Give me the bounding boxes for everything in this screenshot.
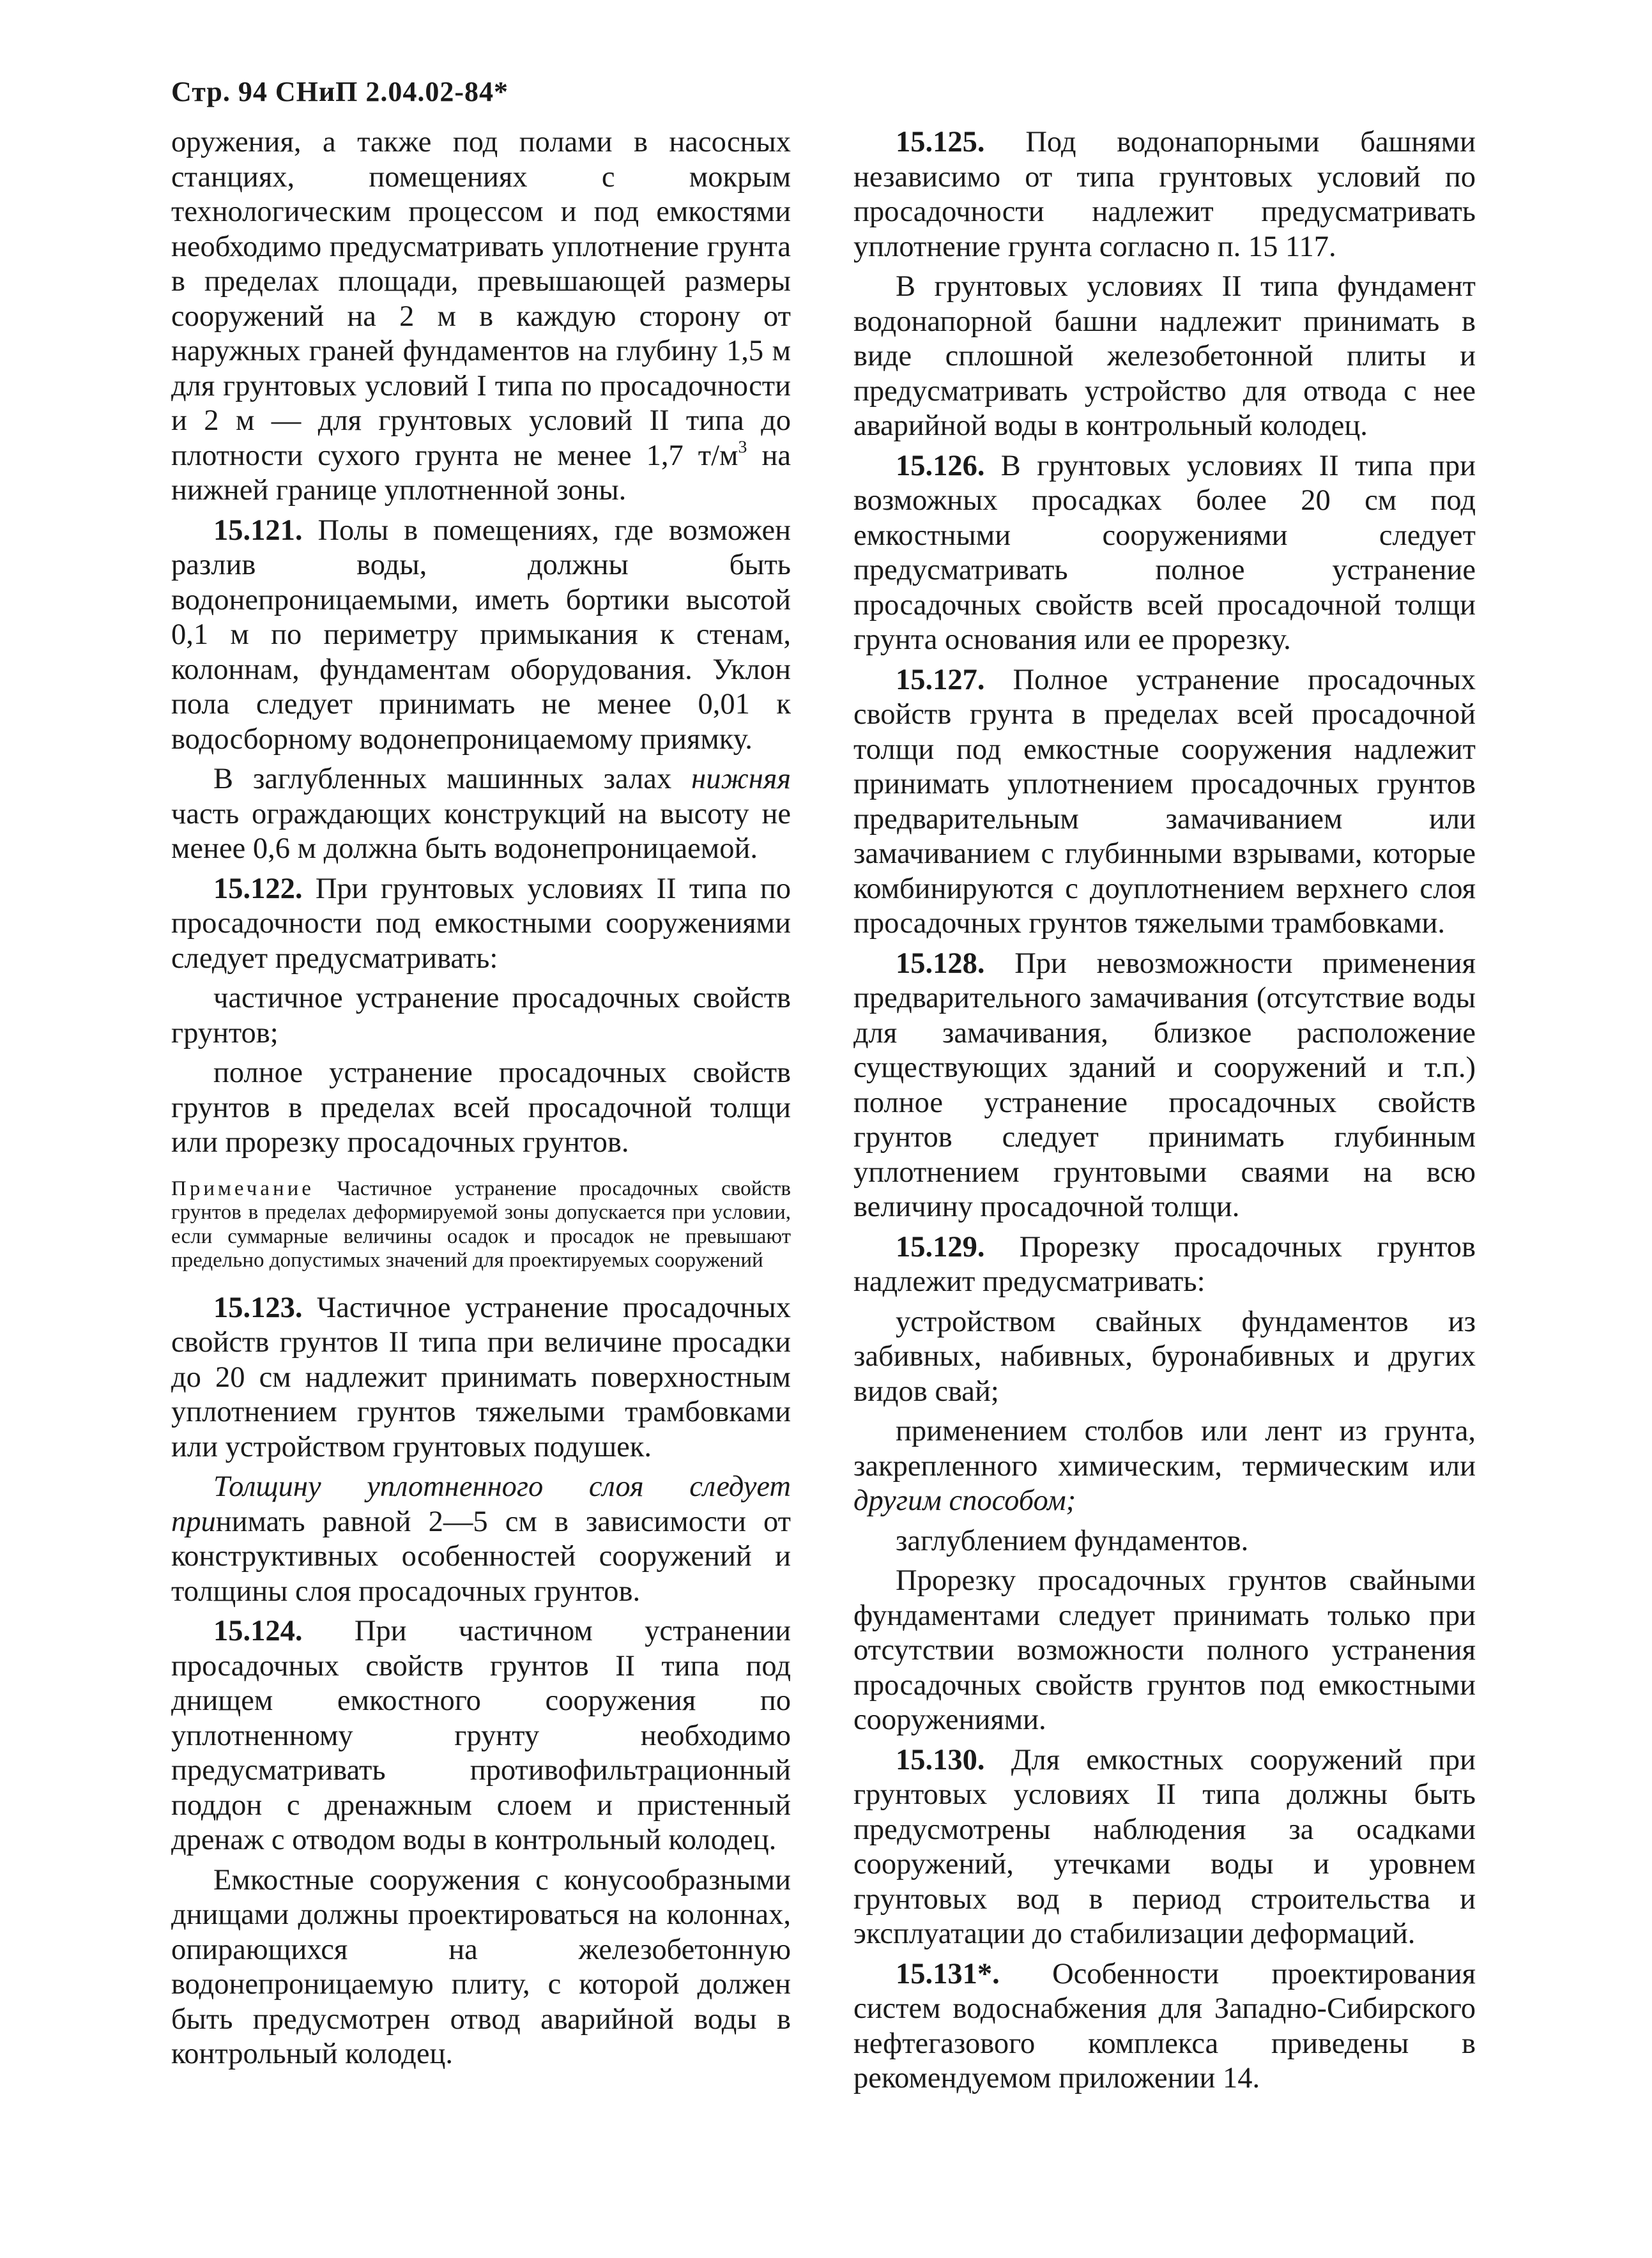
paragraph-15-131: 15.131*. Особенности проектирования систем водоснабжения для Западно-Сибирского нефтегазового комплекса приведены в рекомендуемом приложении 14. <box>853 1957 1476 2094</box>
clause-number: 15.124. <box>213 1615 303 1647</box>
paragraph-15-124-b: Емкостные сооружения с конусообразными днищами должны проектироваться на колоннах, опирающихся на железобетонную водонепроницаемую плиту, с которой должен быть предусмотрен отвод аварийной воды в контрольный колодец. <box>171 1863 791 2070</box>
paragraph-15-129-b: Прорезку просадочных грунтов свайными фундаментами следует принимать только при отсутствии возможности полного устранения просадочных свойств грунтов под емкостными сооружениями. <box>853 1564 1476 1736</box>
paragraph-15-121: 15.121. Полы в помещениях, где возможен разлив воды, должны быть водонепроницаемыми, иметь бортики высотой 0,1 м по периметру примыкания к стенам, колоннам, фундаментам оборудования. Уклон пола следует принимать не менее 0,01 к водосборному водонепроницаемому приямку. <box>171 514 791 756</box>
paragraph-15-128: 15.128. При невозможности применения предварительного замачивания (отсутствие воды для замачивания, близкое расположение существующих зданий и сооружений и т.п.) полное устранение просадочных свойств грунтов следует принимать глубинным уплотнением грунтовыми сваями на всю величину просадочной толщи. <box>853 947 1476 1223</box>
clause-number: 15.125. <box>896 126 985 158</box>
clause-number: 15.122. <box>213 872 303 905</box>
paragraph-15-126: 15.126. В грунтовых условиях II типа при возможных просадках более 20 см под емкостными сооружениями следует предусматривать полное устранение просадочных свойств всей просадочной толщи грунта основания или ее прорезку. <box>853 449 1476 656</box>
paragraph-15-123-b: Толщину уплотненного слоя следует принимать равной 2—5 см в зависимости от конструктивных особенностей сооружений и толщины слоя просадочных грунтов. <box>171 1470 791 1608</box>
clause-number: 15.121. <box>213 514 303 547</box>
left-column <box>171 125 791 2072</box>
paragraph-continued: оружения, а также под полами в насосных станциях, помещениях с мокрым технологическим процессом и под емкостями необходимо предусматривать уплотнение грунта в пределах площади, превышающей размеры сооружений на 2 м в каждую сторону от наружных граней фундаментов на глубину 1,5 м для грунтовых условий I типа по просадочности и 2 м — для грунтовых условий II типа до плотности сухого грунта не менее 1,7 $т/м^3$ на нижней границе уплотненной зоны. <box>171 126 791 507</box>
paragraph-15-122: 15.122. При грунтовых условиях II типа по просадочности под емкостными сооружениями следует предусматривать: <box>171 872 791 975</box>
note: Примечание Частичное устранение просадочных свойств грунтов в пределах деформируемой зоны допускается при условии, если суммарные величины осадок и просадок не превышают предельно допустимых значений для проектируемых сооружений <box>171 1177 791 1272</box>
paragraph-15-130: 15.130. Для емкостных сооружений при грунтовых условиях II типа должны быть предусмотрены наблюдения за осадками сооружений, утечками воды и уровнем грунтовых вод в период строительства и эксплуатации до стабилизации деформаций. <box>853 1743 1476 1950</box>
list-item: устройством свайных фундаментов из забивных, набивных, буронабивных и других видов свай; <box>853 1305 1476 1408</box>
paragraph-15-125: 15.125. Под водонапорными башнями независимо от типа грунтовых условий по просадочности надлежит предусматривать уплотнение грунта согласно п. 15 117. <box>853 126 1476 263</box>
paragraph-15-129: 15.129. Прорезку просадочных грунтов надлежит предусматривать: <box>853 1230 1476 1298</box>
paragraph-15-123: 15.123. Частичное устранение просадочных свойств грунтов II типа при величине просадки до 20 см надлежит принимать поверхностным уплотнением грунтов тяжелыми трамбовками или устройством грунтовых подушек. <box>171 1291 791 1463</box>
clause-number: 15.131*. <box>896 1957 1000 1990</box>
paragraph-15-121-b: В заглубленных машинных залах нижняя часть ограждающих конструкций на высоту не менее 0,6 м должна быть водонепроницаемой. <box>171 763 791 865</box>
clause-number: 15.130. <box>896 1743 985 1776</box>
list-item: полное устранение просадочных свойств грунтов в пределах всей просадочной толщи или прорезку просадочных грунтов. <box>171 1057 791 1159</box>
right-column <box>853 125 1476 2096</box>
list-item: частичное устранение просадочных свойств грунтов; <box>171 982 791 1049</box>
clause-number: 15.123. <box>213 1291 303 1324</box>
note-label: Примечание <box>171 1177 314 1200</box>
clause-number: 15.129. <box>896 1230 985 1263</box>
list-item: применением столбов или лент из грунта, закрепленного химическим, термическим или другим способом; <box>853 1415 1476 1517</box>
superscript: 3 <box>738 436 747 457</box>
clause-number: 15.126. <box>896 449 985 482</box>
paragraph-15-127: 15.127. Полное устранение просадочных свойств грунта в пределах всей просадочной толщи под емкостные сооружения надлежит принимать уплотнением просадочных грунтов предварительным замачиванием или замачиванием с глубинными взрывами, которые комбинируются с доуплотнением верхнего слоя просадочных грунтов тяжелыми трамбовками. <box>853 663 1476 940</box>
page-header: Стр. 94 СНиП 2.04.02-84* <box>171 76 509 107</box>
clause-number: 15.127. <box>896 663 985 696</box>
clause-number: 15.128. <box>896 947 985 980</box>
paragraph-15-124: 15.124. При частичном устранении просадочных свойств грунтов II типа под днищем емкостного сооружения по уплотненному грунту необходимо предусматривать противофильтрационный поддон с дренажным слоем и пристенный дренаж с отводом воды в контрольный колодец. <box>171 1615 791 1856</box>
list-item: заглублением фундаментов. <box>896 1524 1249 1557</box>
paragraph-15-125-b: В грунтовых условиях II типа фундамент водонапорной башни надлежит принимать в виде сплошной железобетонной плиты и предусматривать устройство для отвода с нее аварийной воды в контрольный колодец. <box>853 270 1476 442</box>
